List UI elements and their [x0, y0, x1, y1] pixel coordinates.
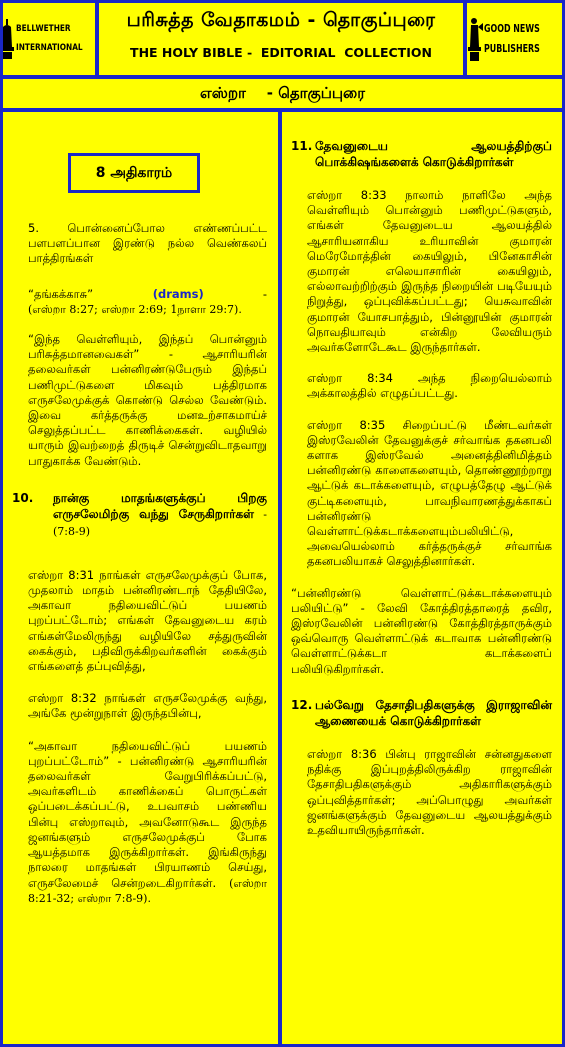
left-column — [3, 112, 278, 1044]
item-5: 5. பொன்னைப்போல எண்ணப்பட்ட பளபளப்பான இரண்டு நல்ல வெண்கலப் பாத்திரங்கள் — [28, 221, 267, 266]
verse-8-35: எஸ்றா 8:35 சிறைப்பட்டு மீண்டவர்கள் இஸ்ரவேலின் தேவனுக்குச் சர்வாங்க தகனபலி களாக இஸ்ரவேல் அனைத்தினிமித்தம் பன்னிரண்டு காளைகளையும், தொண்ணூற்றாறு ஆட்டுக் கடாக்களையும், எழுபத்தேழு ஆட்டுக் குட்டிகளையும், பாவநிவாரணத்துக்காகப் பன்னிரண்டு வெள்ளாட்டுக்கடாக்களையும்பலியிட்டு, அவையெல்லாம் கர்த்தருக்குச் சர்வாங்க தகனபலியாகச் செலுத்தினார்கள். — [307, 417, 552, 569]
section-number: 10. — [12, 490, 34, 505]
logo-line-2: PUBLISHERS — [484, 42, 541, 55]
logo-line-1: BELLWETHER — [16, 24, 71, 35]
section-heading-12 — [291, 697, 552, 729]
drams-word: “தங்கக்காசு” — [28, 286, 94, 301]
bell-icon — [3, 19, 14, 59]
verse-8-36: எஸ்றா 8:36 பின்பு ராஜாவின் சன்னதுகளை நதிக்கு இப்புறத்திலிருக்கிற ராஜாவின் தேசாதிபதிகளுக்கும் அதிகாரிகளுக்கும் ஒப்புவித்தார்கள்; அப்பொழுது அவர்கள் ஜனங்களுக்கும் தேவனுடைய ஆலயத்துக்கும் உதவியாயிருந்தார்கள். — [307, 746, 552, 837]
para-ahava-text: “அகாவா நதியைவிட்டுப் பயணம் புறப்பட்டோம்” - பன்னிரண்டு ஆசாரியரின் தலைவர்கள் வேறுபிரிக்கப்பட்டு, அவர்களிடம் காணிக்கைப் பொருட்கள் ஒப்படைக்கப்பட்டு, உபவாசம் பண்ணிய பின்பு எஸ்றாவும், அவனோடுகூட இருந்த ஜனங்களும் எருசலேமுக்குப் போக ஆயத்தமாக இருக்கிறார்கள். இங்கிருந்து நாலரை மாதங்கள் பிரயாணம் செய்து, எருசலேமைச் சென்றடைகிறார்கள். — [28, 738, 267, 890]
drams-term: (drams) — [152, 286, 204, 301]
logo-line-2: INTERNATIONAL — [16, 42, 84, 53]
drams-note — [28, 287, 267, 317]
bellwether-logo — [3, 3, 95, 75]
logo-line-1: GOOD NEWS — [484, 22, 541, 36]
section-title: நான்கு மாதங்களுக்குப் பிறகு எருசலேமிற்கு வந்து சேருகிறார்கள் — [53, 490, 267, 521]
para-silver: “இந்த வெள்ளியும், இந்தப் பொன்னும் பரிசுத்தமானவைகள்” - ஆசாரியரின் தலைவர்கள் பன்னிரண்டுபேரும் இந்தப் பணிமுட்டுகளை மிகவும் பத்திரமாக எருசலேமுக்குக் கொண்டு செல்ல வேண்டும். இவை கர்த்தருக்கு மனஉற்சாகமாய்ச் செலுத்தப்பட்ட காணிக்கைகள். வழியில் யாரும் இவற்றைத் திருடிச் சென்றுவிடாதவாறு பாதுகாக்க வேண்டும். — [28, 332, 267, 468]
chapter-label: 8 அதிகாரம் — [68, 153, 200, 193]
section-ref: - (7:8-9) — [53, 507, 267, 538]
para-goats: “பன்னிரண்டு வெள்ளாட்டுக்கடாக்களையும் பலியிட்டு” - லேவி கோத்திரத்தாரைத் தவிர, இஸ்ரவேலின் பன்னிரண்டு கோத்திரத்தாருக்கும் ஒவ்வொரு வெள்ளாட்டுக் கடாவாக பன்னிரண்டு வெள்ளாட்டுக்கடா கடாக்களைப் பலியிடுகிறார்கள். — [291, 585, 552, 676]
verse-8-34: எஸ்றா 8:34 அந்த நிறையெல்லாம் அக்காலத்தில் எழுதப்பட்டது. — [307, 371, 552, 401]
drams-dash: - — [262, 286, 267, 301]
para-ahava-ref: (எஸ்றா 8:21-32; எஸ்றா 7:8-9). — [28, 876, 267, 905]
section-heading-10 — [12, 490, 267, 540]
book-subtitle: எஸ்றா - தொகுப்புரை — [3, 79, 562, 108]
section-title: பல்வேறு தேசாதிபதிகளுக்கு இராஜாவின் ஆணையைக் கொடுக்கிறார்கள் — [315, 697, 552, 728]
drams-refs: (எஸ்றா 8:27; எஸ்றா 2:69; 1நாளா 29:7). — [28, 302, 242, 316]
header-title-panel — [99, 3, 463, 75]
verse-8-33: எஸ்றா 8:33 நாலாம் நாளிலே அந்த வெள்ளியும் பொன்னும் பணிமுட்டுகளும், எங்கள் தேவனுடைய ஆலயத்தில் ஆசாரியனாகிய உரியாவின் குமாரன் மெரேமோத்தின் கையிலும், பினேகாசின் குமாரன் எலெயாசாரின் கையிலும், எல்லாவற்றிற்கும் இருந்த நிறையின் படியேயும் நிறுத்து, ஒப்புவிக்கப்பட்டது; யெசுவாவின் குமாரன் யோசபாத்தும், பின்னூயின் குமாரன் நொவதியாவும் என்கிற லேவியரும் அவர்களோடேகூட இருந்தார்கள். — [307, 188, 552, 355]
good-news-logo — [467, 3, 562, 75]
page-title-tamil: பரிசுத்த வேதாகமம் - தொகுப்புரை — [126, 9, 436, 31]
section-number: 12. — [291, 697, 313, 712]
verse-8-32: எஸ்றா 8:32 நாங்கள் எருசலேமுக்கு வந்து, அங்கே மூன்றுநாள் இருந்தபின்பு, — [28, 691, 267, 721]
verse-8-31: எஸ்றா 8:31 நாங்கள் எருசலேமுக்குப் போக, முதலாம் மாதம் பன்னிரண்டாந் தேதியிலே, அகாவா நதியைவிட்டுப் பயணம் புறப்பட்டோம்; எங்கள் தேவனுடைய கரம் எங்கள்மேலிருந்து வழியிலே சத்துருவின் கைக்கும், பதிவிருக்கிறவர்களின் கைக்கும் எங்களைத் தப்புவித்து, — [28, 567, 267, 674]
section-number: 11. — [291, 139, 313, 153]
section-heading-11 — [291, 138, 552, 170]
herald-trumpet-icon — [467, 17, 483, 61]
right-column — [282, 112, 562, 1044]
para-ahava — [28, 739, 267, 906]
page-title-english: THE HOLY BIBLE - EDITORIAL COLLECTION — [130, 45, 432, 60]
section-title: தேவனுடைய ஆலயத்திற்குப் பொக்கிஷங்களைக் கொடுக்கிறார்கள் — [315, 139, 552, 169]
